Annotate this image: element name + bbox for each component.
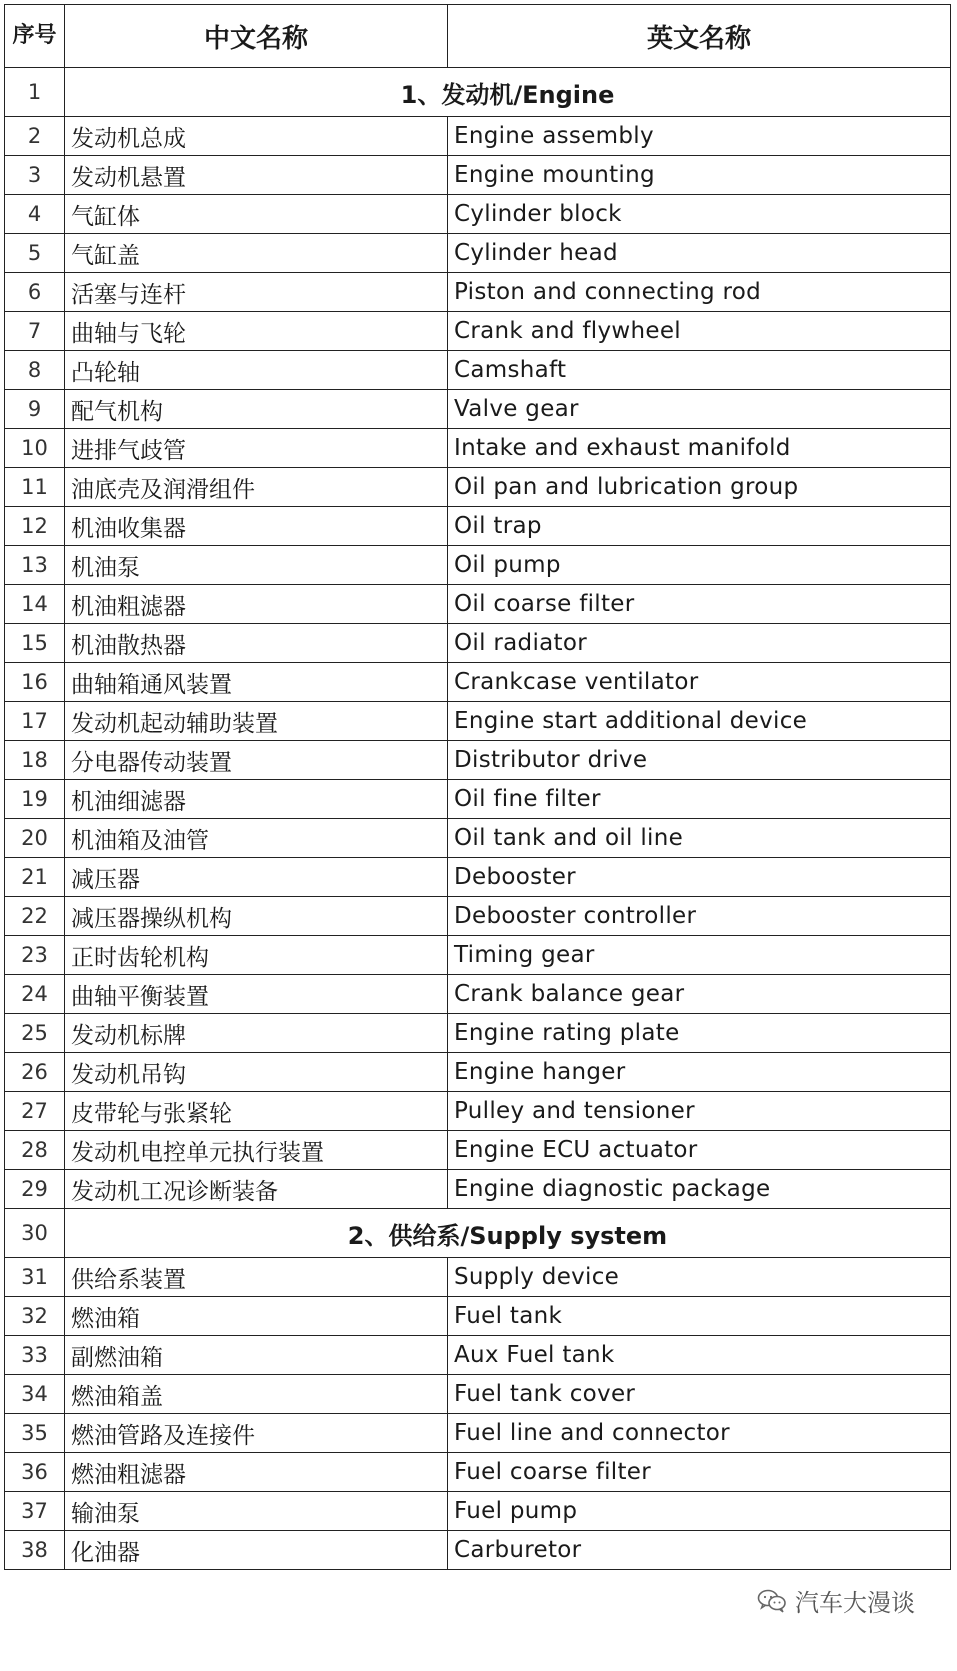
english-name-cell: Fuel tank	[448, 1297, 951, 1336]
row-number: 5	[5, 234, 65, 273]
row-number: 8	[5, 351, 65, 390]
english-name-cell: Fuel pump	[448, 1492, 951, 1531]
table-row	[5, 312, 951, 351]
chinese-name-cell: 燃油粗滤器	[65, 1453, 448, 1492]
table-row	[5, 585, 951, 624]
section-title: 2、供给系/Supply system	[65, 1209, 951, 1258]
chinese-name-cell: 油底壳及润滑组件	[65, 468, 448, 507]
table-row	[5, 858, 951, 897]
english-name-cell: Oil coarse filter	[448, 585, 951, 624]
table-row	[5, 351, 951, 390]
english-name-cell: Oil radiator	[448, 624, 951, 663]
section-title: 1、发动机/Engine	[65, 68, 951, 117]
english-name-cell: Fuel tank cover	[448, 1375, 951, 1414]
watermark-text: 汽车大漫谈	[795, 1589, 915, 1617]
table-row	[5, 1336, 951, 1375]
header-chinese-name: 中文名称	[65, 5, 448, 68]
table-row	[5, 1092, 951, 1131]
chinese-name-cell: 活塞与连杆	[65, 273, 448, 312]
section-row	[5, 1209, 951, 1258]
english-name-cell: Supply device	[448, 1258, 951, 1297]
table-body	[5, 68, 951, 1570]
table-row	[5, 702, 951, 741]
row-number: 34	[5, 1375, 65, 1414]
english-name-cell: Intake and exhaust manifold	[448, 429, 951, 468]
chinese-name-cell: 曲轴箱通风装置	[65, 663, 448, 702]
table-row	[5, 195, 951, 234]
english-name-cell: Engine ECU actuator	[448, 1131, 951, 1170]
english-name-cell: Crankcase ventilator	[448, 663, 951, 702]
row-number: 30	[5, 1209, 65, 1258]
chinese-name-cell: 曲轴与飞轮	[65, 312, 448, 351]
row-number: 21	[5, 858, 65, 897]
header-english-name: 英文名称	[448, 5, 951, 68]
row-number: 38	[5, 1531, 65, 1570]
english-name-cell: Engine assembly	[448, 117, 951, 156]
chinese-name-cell: 分电器传动装置	[65, 741, 448, 780]
english-name-cell: Oil pan and lubrication group	[448, 468, 951, 507]
chinese-name-cell: 供给系装置	[65, 1258, 448, 1297]
row-number: 9	[5, 390, 65, 429]
row-number: 10	[5, 429, 65, 468]
row-number: 7	[5, 312, 65, 351]
english-name-cell: Fuel line and connector	[448, 1414, 951, 1453]
row-number: 27	[5, 1092, 65, 1131]
table-row	[5, 1414, 951, 1453]
chinese-name-cell: 燃油管路及连接件	[65, 1414, 448, 1453]
chinese-name-cell: 燃油箱	[65, 1297, 448, 1336]
chinese-name-cell: 输油泵	[65, 1492, 448, 1531]
chinese-name-cell: 机油粗滤器	[65, 585, 448, 624]
header-serial-number: 序号	[5, 5, 65, 68]
english-name-cell: Engine start additional device	[448, 702, 951, 741]
english-name-cell: Fuel coarse filter	[448, 1453, 951, 1492]
table-row	[5, 156, 951, 195]
table-row	[5, 1053, 951, 1092]
table-header	[5, 5, 951, 68]
row-number: 4	[5, 195, 65, 234]
row-number: 6	[5, 273, 65, 312]
row-number: 33	[5, 1336, 65, 1375]
chinese-name-cell: 气缸体	[65, 195, 448, 234]
table-row	[5, 741, 951, 780]
english-name-cell: Debooster controller	[448, 897, 951, 936]
chinese-name-cell: 凸轮轴	[65, 351, 448, 390]
english-name-cell: Oil pump	[448, 546, 951, 585]
chinese-name-cell: 减压器	[65, 858, 448, 897]
english-name-cell: Engine mounting	[448, 156, 951, 195]
chinese-name-cell: 发动机悬置	[65, 156, 448, 195]
english-name-cell: Piston and connecting rod	[448, 273, 951, 312]
row-number: 24	[5, 975, 65, 1014]
row-number: 28	[5, 1131, 65, 1170]
chinese-name-cell: 机油泵	[65, 546, 448, 585]
table-row	[5, 468, 951, 507]
chinese-name-cell: 机油散热器	[65, 624, 448, 663]
table-row	[5, 819, 951, 858]
row-number: 20	[5, 819, 65, 858]
row-number: 35	[5, 1414, 65, 1453]
english-name-cell: Engine diagnostic package	[448, 1170, 951, 1209]
row-number: 3	[5, 156, 65, 195]
row-number: 12	[5, 507, 65, 546]
chinese-name-cell: 发动机吊钩	[65, 1053, 448, 1092]
chinese-name-cell: 发动机工况诊断装备	[65, 1170, 448, 1209]
table-row	[5, 1492, 951, 1531]
table-row	[5, 1258, 951, 1297]
table-row	[5, 1131, 951, 1170]
row-number: 17	[5, 702, 65, 741]
chinese-name-cell: 发动机起动辅助装置	[65, 702, 448, 741]
chinese-name-cell: 机油收集器	[65, 507, 448, 546]
table-row	[5, 975, 951, 1014]
table-row	[5, 117, 951, 156]
table-row	[5, 897, 951, 936]
english-name-cell: Valve gear	[448, 390, 951, 429]
english-name-cell: Engine rating plate	[448, 1014, 951, 1053]
english-name-cell: Timing gear	[448, 936, 951, 975]
row-number: 31	[5, 1258, 65, 1297]
row-number: 36	[5, 1453, 65, 1492]
english-name-cell: Oil trap	[448, 507, 951, 546]
english-name-cell: Debooster	[448, 858, 951, 897]
chinese-name-cell: 燃油箱盖	[65, 1375, 448, 1414]
english-name-cell: Cylinder block	[448, 195, 951, 234]
table-row	[5, 663, 951, 702]
chinese-name-cell: 气缸盖	[65, 234, 448, 273]
row-number: 22	[5, 897, 65, 936]
english-name-cell: Cylinder head	[448, 234, 951, 273]
english-name-cell: Engine hanger	[448, 1053, 951, 1092]
table-row	[5, 273, 951, 312]
table-row	[5, 1170, 951, 1209]
row-number: 18	[5, 741, 65, 780]
row-number: 19	[5, 780, 65, 819]
wechat-icon	[757, 1588, 787, 1614]
english-name-cell: Camshaft	[448, 351, 951, 390]
parts-glossary-table-wrap	[4, 4, 950, 1570]
row-number: 25	[5, 1014, 65, 1053]
chinese-name-cell: 化油器	[65, 1531, 448, 1570]
table-row	[5, 936, 951, 975]
chinese-name-cell: 减压器操纵机构	[65, 897, 448, 936]
chinese-name-cell: 进排气歧管	[65, 429, 448, 468]
chinese-name-cell: 机油细滤器	[65, 780, 448, 819]
row-number: 11	[5, 468, 65, 507]
section-row	[5, 68, 951, 117]
header-row	[5, 5, 951, 68]
row-number: 14	[5, 585, 65, 624]
english-name-cell: Pulley and tensioner	[448, 1092, 951, 1131]
row-number: 29	[5, 1170, 65, 1209]
row-number: 15	[5, 624, 65, 663]
table-row	[5, 546, 951, 585]
english-name-cell: Crank balance gear	[448, 975, 951, 1014]
table-row	[5, 390, 951, 429]
watermark	[757, 1583, 915, 1618]
table-row	[5, 234, 951, 273]
row-number: 1	[5, 68, 65, 117]
table-row	[5, 624, 951, 663]
chinese-name-cell: 副燃油箱	[65, 1336, 448, 1375]
table-row	[5, 780, 951, 819]
chinese-name-cell: 正时齿轮机构	[65, 936, 448, 975]
chinese-name-cell: 皮带轮与张紧轮	[65, 1092, 448, 1131]
row-number: 16	[5, 663, 65, 702]
english-name-cell: Aux Fuel tank	[448, 1336, 951, 1375]
table-row	[5, 507, 951, 546]
row-number: 13	[5, 546, 65, 585]
english-name-cell: Distributor drive	[448, 741, 951, 780]
chinese-name-cell: 发动机标牌	[65, 1014, 448, 1053]
table-row	[5, 1453, 951, 1492]
row-number: 2	[5, 117, 65, 156]
table-row	[5, 1014, 951, 1053]
parts-glossary-table	[4, 4, 951, 1570]
chinese-name-cell: 机油箱及油管	[65, 819, 448, 858]
table-row	[5, 1375, 951, 1414]
chinese-name-cell: 发动机电控单元执行装置	[65, 1131, 448, 1170]
table-row	[5, 1531, 951, 1570]
row-number: 37	[5, 1492, 65, 1531]
english-name-cell: Crank and flywheel	[448, 312, 951, 351]
table-row	[5, 429, 951, 468]
english-name-cell: Oil fine filter	[448, 780, 951, 819]
english-name-cell: Oil tank and oil line	[448, 819, 951, 858]
row-number: 23	[5, 936, 65, 975]
chinese-name-cell: 发动机总成	[65, 117, 448, 156]
row-number: 32	[5, 1297, 65, 1336]
english-name-cell: Carburetor	[448, 1531, 951, 1570]
chinese-name-cell: 曲轴平衡装置	[65, 975, 448, 1014]
table-row	[5, 1297, 951, 1336]
row-number: 26	[5, 1053, 65, 1092]
chinese-name-cell: 配气机构	[65, 390, 448, 429]
